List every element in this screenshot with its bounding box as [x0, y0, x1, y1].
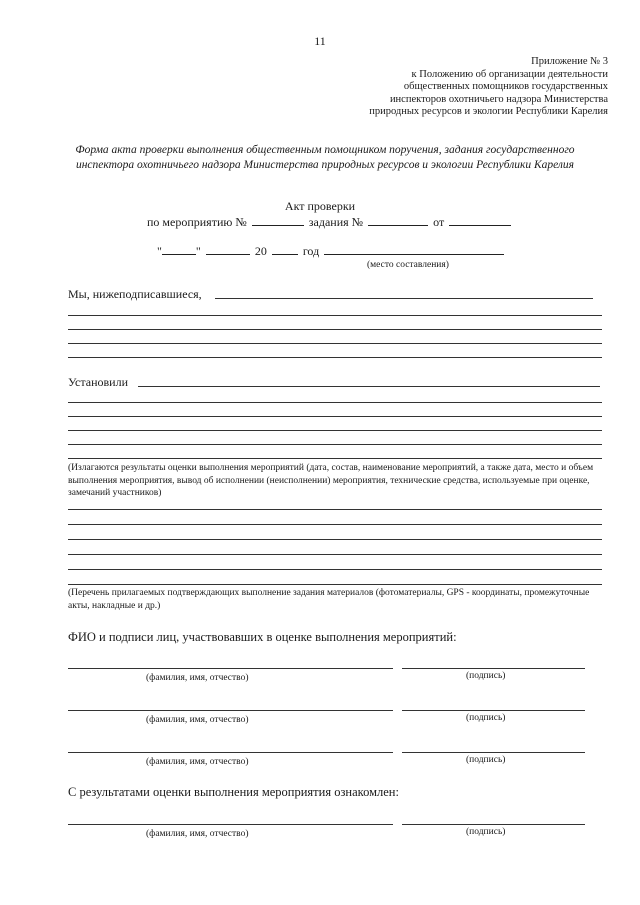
- month-field[interactable]: [206, 243, 250, 255]
- results-line[interactable]: [68, 584, 602, 585]
- signature-caption: (подпись): [466, 755, 506, 765]
- signed-names-line[interactable]: [215, 298, 593, 299]
- results-line[interactable]: [68, 569, 602, 570]
- signature-line[interactable]: [402, 824, 585, 825]
- signature-line[interactable]: [402, 668, 585, 669]
- signature-caption: (подпись): [466, 671, 506, 681]
- quote-open: ": [157, 244, 162, 258]
- year-field[interactable]: [272, 243, 298, 255]
- fio-line[interactable]: [68, 668, 393, 669]
- appendix-line: к Положению об организации деятельности: [411, 68, 608, 80]
- year-prefix: 20: [254, 244, 267, 258]
- signed-line[interactable]: [68, 343, 602, 344]
- fio-caption: (фамилия, имя, отчество): [146, 829, 249, 839]
- signed-line[interactable]: [68, 315, 602, 316]
- fio-line[interactable]: [68, 824, 393, 825]
- established-label: Установили: [68, 375, 129, 389]
- signed-label: Мы, нижеподписавшиеся,: [68, 287, 202, 301]
- task-label: задания №: [308, 215, 364, 229]
- event-label: по мероприятию №: [147, 215, 247, 229]
- results-line[interactable]: [68, 554, 602, 555]
- appendix-header: [369, 56, 608, 119]
- appendix-line: инспекторов охотничьего надзора Министерства: [389, 93, 608, 105]
- event-number-field[interactable]: [252, 214, 304, 226]
- from-label: от: [433, 215, 445, 229]
- day-field[interactable]: [162, 243, 196, 255]
- place-field[interactable]: [324, 243, 504, 255]
- page-number: 11: [314, 34, 326, 48]
- year-label: год: [302, 244, 320, 258]
- act-title: Акт проверки: [284, 199, 356, 213]
- participants-heading: ФИО и подписи лиц, участвовавших в оценке выполнения мероприятий:: [68, 630, 457, 644]
- signed-line[interactable]: [68, 329, 602, 330]
- results-line[interactable]: [68, 539, 602, 540]
- quote-close: ": [195, 244, 201, 258]
- form-title: Форма акта проверки выполнения общественным помощником поручения, задания государственного инспектора охотничьего надзора Министерства природных ресурсов и экологии Республики Карелия: [75, 144, 575, 171]
- act-date-row: [157, 243, 506, 259]
- established-line[interactable]: [68, 458, 602, 459]
- materials-note: (Перечень прилагаемых подтверждающих выполнение задания материалов (фотоматериалы, GPS - координаты, промежуточные акты, накладные и др.): [68, 588, 590, 611]
- results-line[interactable]: [68, 509, 602, 510]
- from-date-field[interactable]: [449, 214, 511, 226]
- signature-caption: (подпись): [466, 713, 506, 723]
- established-first-line[interactable]: [138, 386, 600, 387]
- established-line[interactable]: [68, 444, 602, 445]
- signature-caption: (подпись): [466, 827, 506, 837]
- act-number-row: [147, 214, 513, 230]
- fio-caption: (фамилия, имя, отчество): [146, 757, 249, 767]
- established-line[interactable]: [68, 430, 602, 431]
- appendix-line: общественных помощников государственных: [403, 81, 608, 93]
- appendix-line: Приложение № 3: [531, 56, 608, 67]
- fio-line[interactable]: [68, 752, 393, 753]
- signature-line[interactable]: [402, 710, 585, 711]
- signed-line[interactable]: [68, 357, 602, 358]
- signature-line[interactable]: [402, 752, 585, 753]
- place-caption: (место составления): [367, 260, 449, 270]
- fio-caption: (фамилия, имя, отчество): [146, 715, 249, 725]
- results-line[interactable]: [68, 524, 602, 525]
- fio-caption: (фамилия, имя, отчество): [146, 673, 249, 683]
- results-note: (Излагаются результаты оценки выполнения мероприятий (дата, состав, наименование мероприятий, а также дата, место и объем выполнения мероприятия, вывод об исполнении (неисполнении) мероприятия, технические средства, используемые при оценке, замечаний участников): [68, 463, 594, 498]
- task-number-field[interactable]: [368, 214, 428, 226]
- fio-line[interactable]: [68, 710, 393, 711]
- acquainted-heading: С результатами оценки выполнения мероприятия ознакомлен:: [68, 785, 399, 799]
- established-line[interactable]: [68, 416, 602, 417]
- appendix-line: природных ресурсов и экологии Республики Карелия: [369, 106, 608, 118]
- established-line[interactable]: [68, 402, 602, 403]
